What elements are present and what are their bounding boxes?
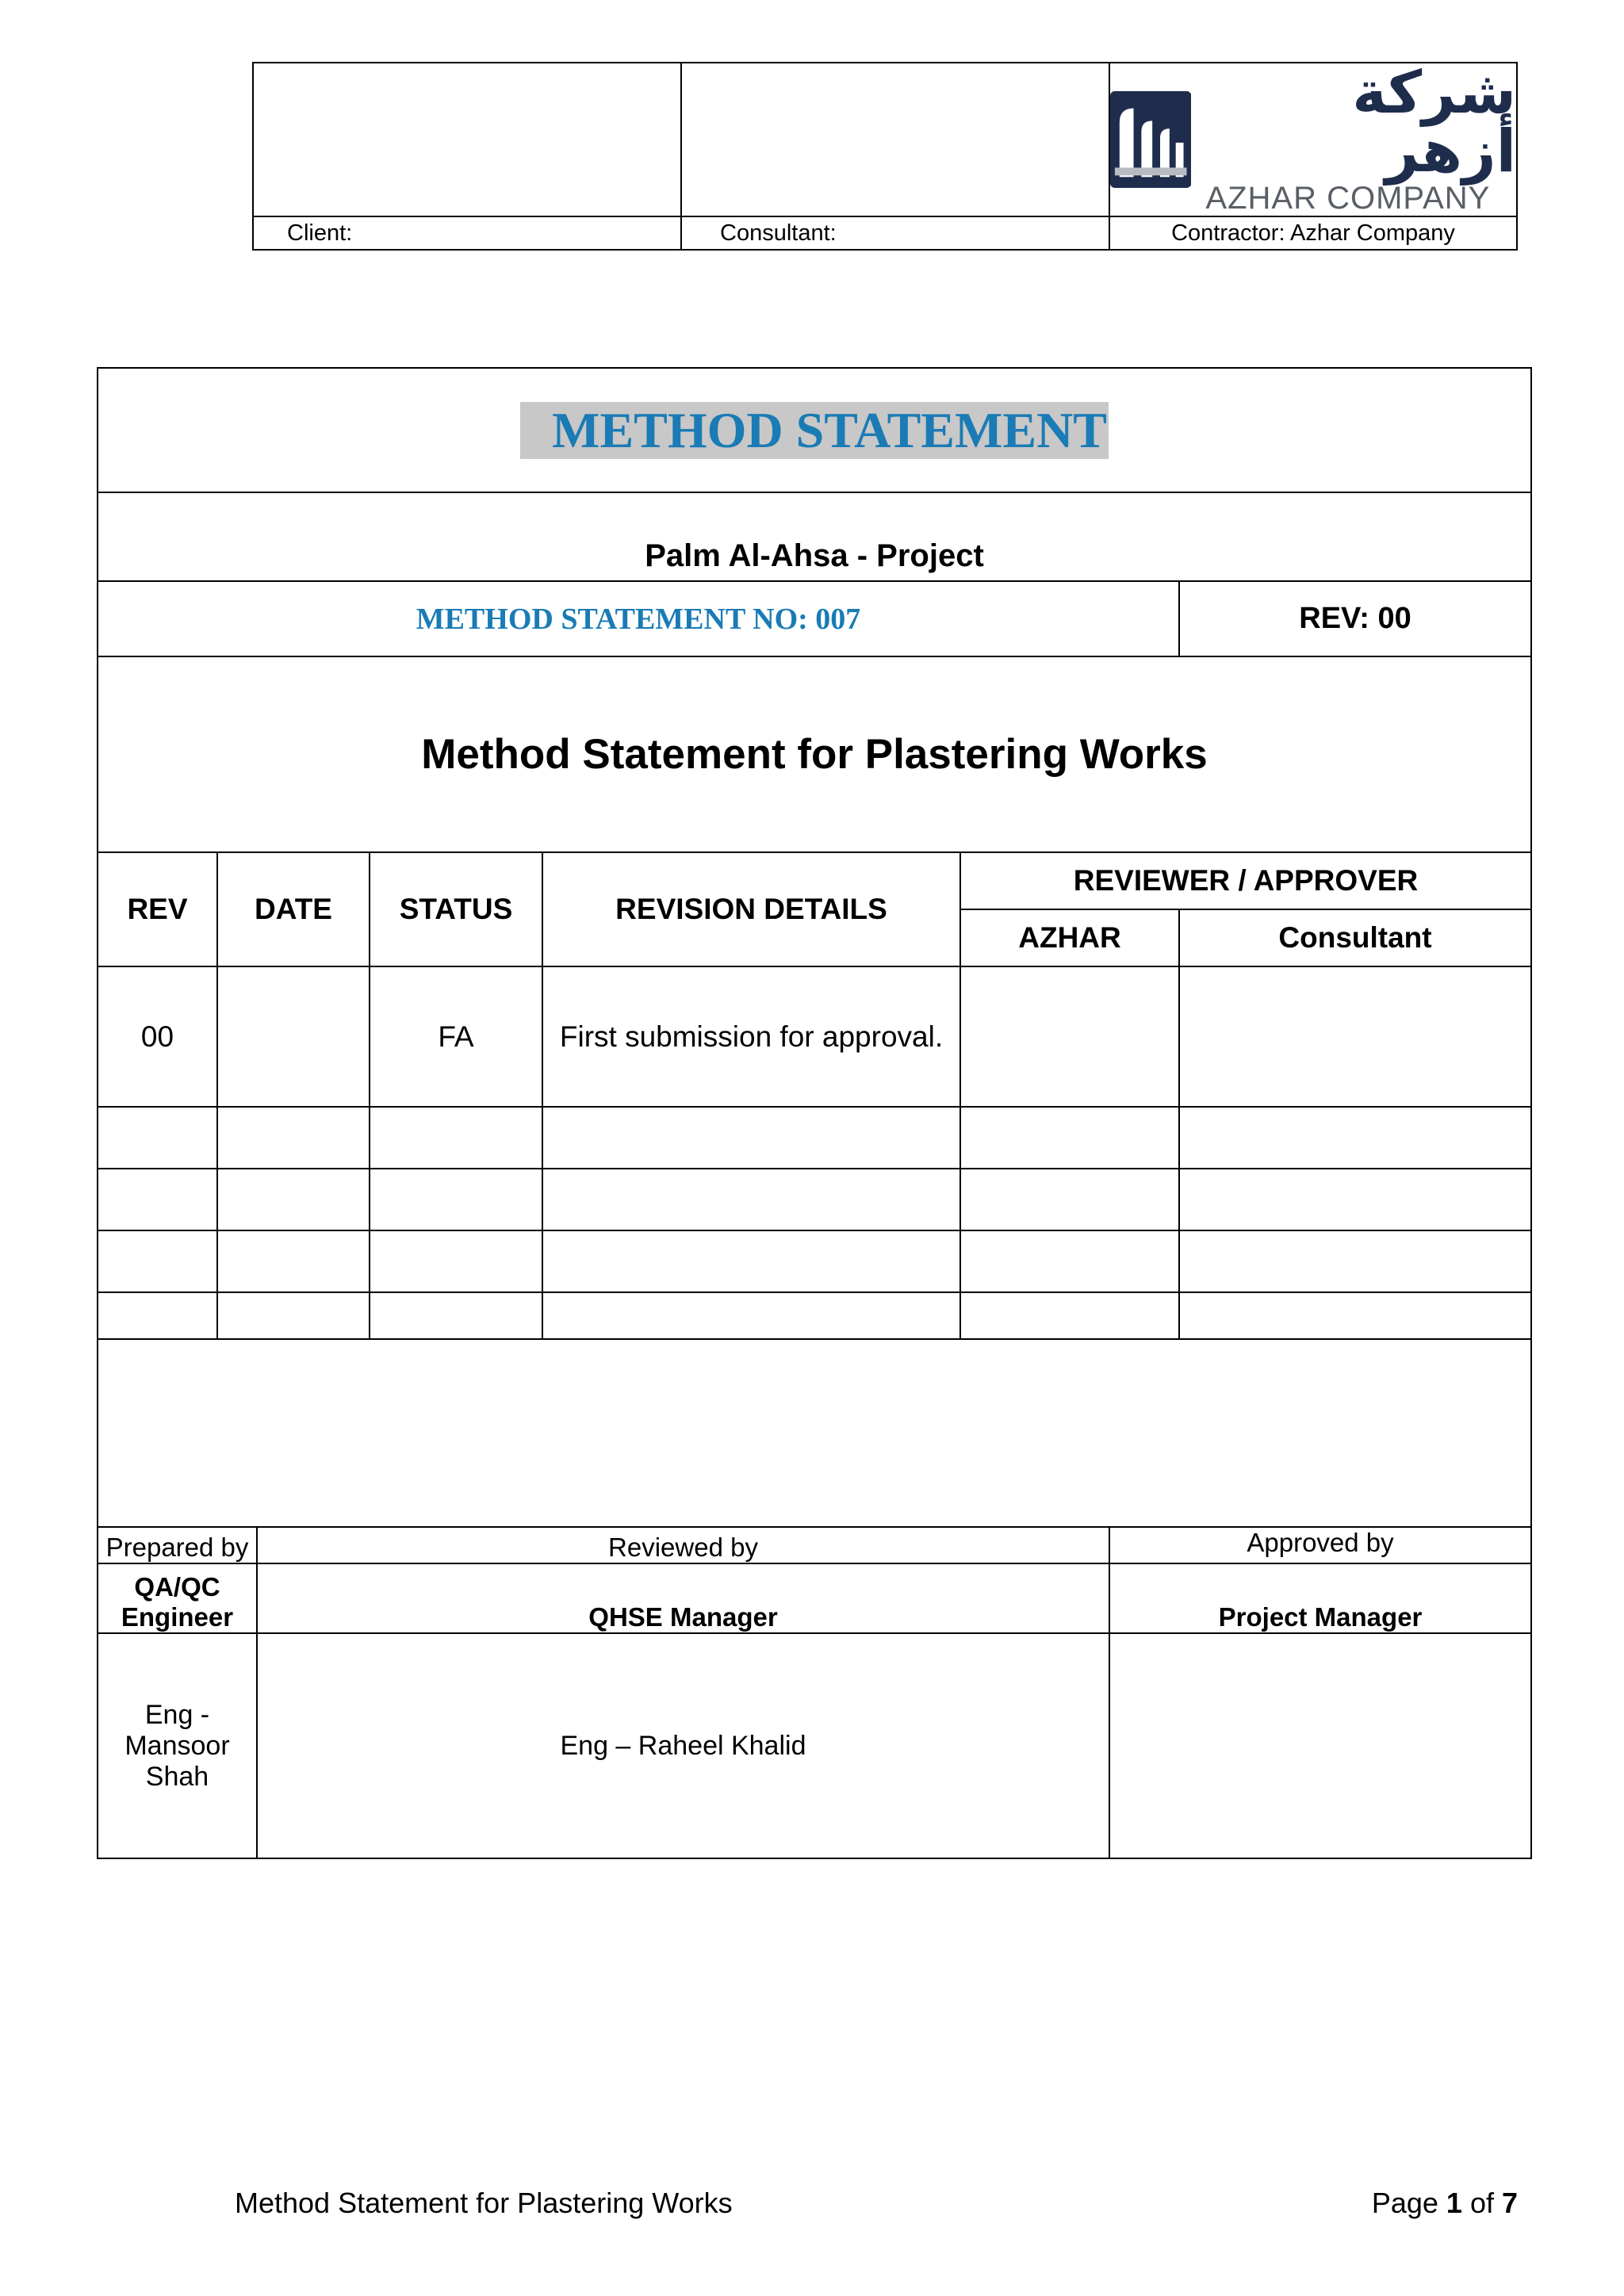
logo-english-text: AZHAR COMPANY [1205,181,1491,216]
header-rev-text: REV [127,893,188,925]
header-azhar-text: AZHAR [1018,921,1121,954]
row-azhar [960,966,1179,1107]
empty-cell [1179,1107,1531,1169]
header-azhar [960,909,1179,966]
table-row [98,1107,1531,1169]
empty-cell [98,1107,217,1169]
row-date [217,966,370,1107]
reviewed-role [257,1563,1109,1633]
header-revision-details-text: REVISION DETAILS [615,893,887,925]
prepared-by-label-text: Prepared by [105,1533,249,1562]
prepared-name-text: Eng - Mansoor Shah [124,1699,230,1792]
client-logo-cell [253,63,681,216]
contractor-logo-cell [1109,59,1517,216]
table-row [98,1292,1531,1339]
empty-cell [960,1230,1179,1292]
approved-role-text: Project Manager [1218,1602,1423,1632]
project-name: Palm Al-Ahsa - Project [645,538,984,573]
client-label-text: Client: [287,220,353,246]
empty-cell [98,1292,217,1339]
client-label [253,216,681,250]
approved-role [1109,1563,1531,1633]
contractor-label [1109,216,1517,250]
prepared-role-text: QA/QC Engineer [121,1572,234,1632]
ms-number-cell [98,581,1179,656]
approved-by-label [1109,1527,1531,1563]
reviewed-name [257,1633,1109,1858]
table-row [98,1169,1531,1230]
main-title: METHOD STATEMENT [520,402,1109,459]
azhar-logo [1110,59,1516,216]
prepared-role [98,1563,257,1633]
prepared-by-label [98,1527,257,1563]
empty-cell [98,1230,217,1292]
empty-cell [1179,1169,1531,1230]
header-status-text: STATUS [399,893,513,925]
header-revision-details [542,852,960,966]
reviewed-name-text: Eng – Raheel Khalid [560,1730,806,1761]
empty-cell [370,1292,542,1339]
header-status [370,852,542,966]
empty-cell [217,1292,370,1339]
consultant-logo-cell [681,63,1109,216]
empty-cell [217,1169,370,1230]
revision-cell [1179,581,1531,656]
prepared-name [98,1633,257,1858]
footer-page-of: of [1461,2187,1502,2219]
revision-number: REV: 00 [1299,602,1411,635]
header-table [252,59,1518,251]
empty-cell [960,1292,1179,1339]
empty-cell [1179,1230,1531,1292]
footer-page-number [1372,2187,1518,2220]
row-status-text: FA [438,1020,474,1053]
empty-cell [98,1169,217,1230]
empty-cell [370,1169,542,1230]
row-details [542,966,960,1107]
footer-title [235,2187,733,2220]
row-details-text: First submission for approval. [559,1020,944,1053]
ms-number: METHOD STATEMENT NO: 007 [416,602,861,636]
reviewed-by-label-text: Reviewed by [608,1533,758,1562]
empty-cell [542,1292,960,1339]
approved-by-label-text: Approved by [1247,1528,1394,1557]
header-consultant-text: Consultant [1278,921,1432,954]
footer-page-current: 1 [1446,2187,1462,2219]
logo-arabic-text: شركة أزهر [1352,59,1516,186]
header-consultant [1179,909,1531,966]
footer-title-text: Method Statement for Plastering Works [235,2187,733,2219]
row-status [370,966,542,1107]
consultant-label [681,216,1109,250]
table-row [98,966,1531,1107]
header-date-text: DATE [255,893,332,925]
row-rev [98,966,217,1107]
empty-cell [542,1230,960,1292]
cover-sheet-table [97,367,1532,1859]
main-title-cell [98,368,1531,492]
row-rev-text: 00 [140,1020,174,1053]
approved-name [1109,1633,1531,1858]
empty-cell [217,1107,370,1169]
empty-cell [542,1107,960,1169]
consultant-label-text: Consultant: [720,220,837,246]
project-name-cell [98,492,1531,581]
azhar-logo-icon [1110,90,1191,189]
header-date [217,852,370,966]
empty-cell [370,1107,542,1169]
empty-cell [542,1169,960,1230]
empty-cell [217,1230,370,1292]
empty-cell [1179,1292,1531,1339]
empty-cell [370,1230,542,1292]
row-consultant [1179,966,1531,1107]
table-row [98,1230,1531,1292]
footer-page-prefix: Page [1371,2187,1446,2219]
header-reviewer-approver [960,852,1531,909]
doc-title-cell [98,656,1531,852]
empty-cell [960,1107,1179,1169]
reviewed-role-text: QHSE Manager [588,1602,778,1632]
empty-cell [960,1169,1179,1230]
header-reviewer-approver-text: REVIEWER / APPROVER [1073,864,1419,897]
footer-page-total: 7 [1501,2187,1518,2219]
reviewed-by-label [257,1527,1109,1563]
contractor-label-text: Contractor: Azhar Company [1171,220,1455,246]
header-rev [98,852,217,966]
doc-title: Method Statement for Plastering Works [421,731,1208,778]
blank-section [98,1339,1531,1527]
